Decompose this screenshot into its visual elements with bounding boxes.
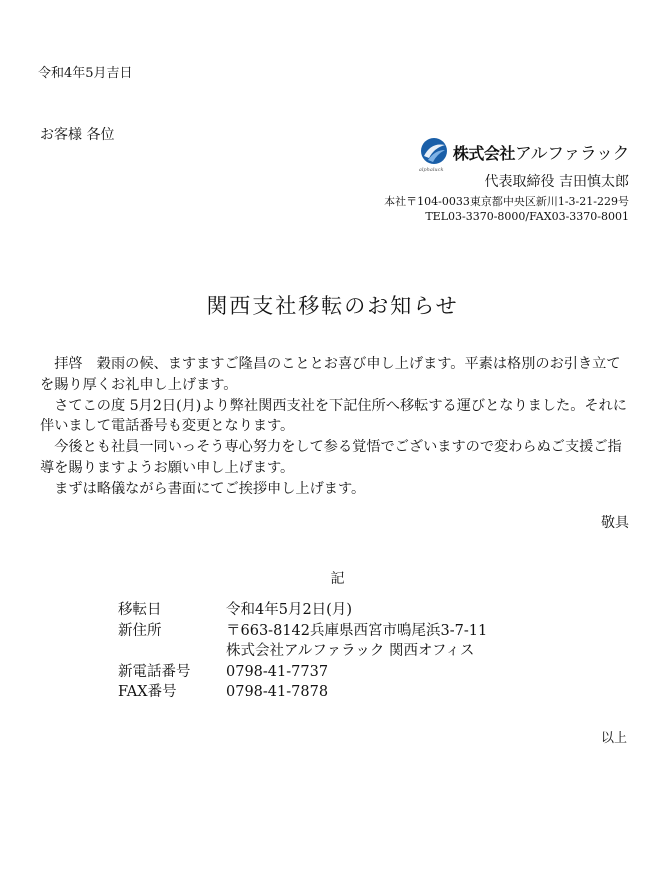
detail-label: FAX番号 [118, 684, 177, 700]
body-paragraph: 拝啓 穀雨の候、ますますご隆昌のこととお喜び申し上げます。平素は格別のお引き立てを賜り厚くお礼申し上げます。 [40, 356, 621, 393]
closing-ijo: 以上 [600, 731, 627, 746]
detail-row-fax [118, 682, 487, 703]
detail-value: 株式会社アルファラック 関西オフィス [226, 643, 475, 659]
details-block [118, 600, 487, 703]
detail-value: 0798-41-7737 [226, 663, 329, 680]
recipient: お客様 各位 [40, 127, 115, 143]
detail-row-move-date [118, 600, 487, 621]
company-name-kanji: 株式会社 [452, 143, 515, 163]
detail-value: 〒663-8142兵庫県西宮市鳴尾浜3-7-11 [226, 622, 488, 639]
closing-keigu: 敬具 [601, 515, 629, 531]
body-paragraph: 今後とも社員一同いっそう専心努力をして参る覚悟でございますので変わらぬご支援ご指導を賜りますようお願い申し上げます。 [40, 439, 622, 476]
document-title: 関西支社移転のお知らせ [206, 294, 459, 318]
detail-row-phone [118, 662, 487, 683]
detail-label: 新電話番号 [118, 663, 191, 680]
detail-row-office [118, 641, 487, 662]
logo-mark-icon [418, 136, 449, 173]
detail-label: 新住所 [118, 622, 162, 639]
detail-value: 令和4年5月2日(月) [226, 602, 352, 618]
document-date: 令和4年5月吉日 [38, 66, 133, 81]
detail-row-address [118, 621, 487, 642]
body-paragraph: さてこの度 5月2日(月)より弊社関西支社を下記住所へ移転する運びとなりました。それに伴いまして電話番号も変更となります。 [40, 397, 627, 435]
detail-label: 移転日 [118, 602, 162, 618]
detail-value: 0798-41-7878 [226, 684, 329, 700]
logo-tagline: alphaluck [418, 167, 444, 173]
president-name: 代表取締役 吉田慎太郎 [484, 174, 629, 190]
company-name [453, 139, 629, 164]
ki-heading: 記 [330, 571, 345, 587]
company-name-kana: アルファラック [514, 143, 629, 164]
body-paragraph: まずは略儀ながら書面にてご挨拶申し上げます。 [54, 480, 366, 497]
letter-body [40, 354, 630, 500]
company-phone-fax: TEL03-3370-8000/FAX03-3370-8001 [425, 210, 629, 223]
company-address: 本社〒104-0033東京都中央区新川1-3-21-229号 [384, 195, 629, 208]
company-logo [418, 136, 629, 173]
